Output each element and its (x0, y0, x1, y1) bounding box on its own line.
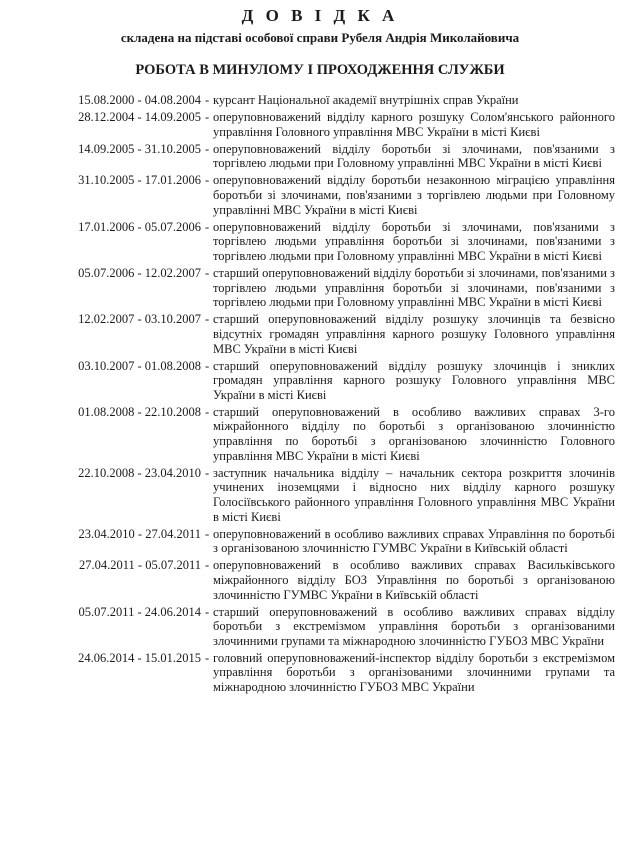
entry-period: 31.10.2005 - 17.01.2006 (78, 173, 201, 188)
entry-period: 22.10.2008 - 23.04.2010 (78, 465, 201, 480)
service-entry (55, 527, 615, 556)
entry-dash: - (205, 650, 210, 665)
service-entry (55, 93, 615, 108)
service-entry (55, 266, 615, 310)
service-history-list (55, 93, 615, 697)
entry-period: 27.04.2011 - 05.07.2011 (79, 558, 201, 573)
entry-period: 15.08.2000 - 04.08.2004 (78, 93, 201, 107)
entry-description: заступник начальника відділу – начальник сектора розкриття злочинів учинених іноземцями і відносно них відділу карного розшуку Голосіївського районного управління Головного управління МВС України в місті Києві (213, 465, 615, 524)
section-title: РОБОТА В МИНУЛОМУ І ПРОХОДЖЕННЯ СЛУЖБИ (135, 62, 505, 78)
entry-period: 23.04.2010 - 27.04.2011 (78, 526, 201, 541)
entry-description: курсант Національної академії внутрішніх справ України (213, 93, 519, 107)
entry-description: старший оперуповноважений в особливо важливих справах 3-го міжрайонного відділу по боротьбі з організованою злочинністю управління по боротьбі з організованою злочинністю Головного управління МВС України в місті Києві (213, 404, 615, 463)
service-entry (55, 558, 615, 602)
entry-dash: - (205, 173, 210, 188)
entry-dash: - (205, 312, 210, 327)
entry-period: 24.06.2014 - 15.01.2015 (78, 650, 201, 665)
entry-dash: - (205, 219, 210, 234)
entry-dash: - (205, 526, 210, 541)
entry-description: старший оперуповноважений відділу розшуку злочинців та безвісно відсутніх громадян управління карного розшуку Головного управління МВС України в місті Києві (213, 312, 615, 356)
entry-dash: - (205, 266, 210, 281)
entry-period: 14.09.2005 - 31.10.2005 (78, 141, 201, 156)
entry-description: оперуповноважений відділу боротьби зі злочинами, пов'язаними з торгівлею людьми при Головному управлінні МВС України в місті Києві (213, 141, 615, 171)
entry-dash: - (205, 141, 210, 156)
service-entry (55, 220, 615, 264)
entry-period: 03.10.2007 - 01.08.2008 (78, 358, 201, 373)
entry-dash: - (205, 465, 210, 480)
entry-description: оперуповноважений в особливо важливих справах Управління по боротьбі з організованою злочинністю ГУМВС України в Київській області (213, 526, 615, 556)
document-subtitle: складена на підставі особової справи Рубеля Андрія Миколайовича (120, 30, 520, 45)
entry-description: оперуповноважений відділу боротьби зі злочинами, пов'язаними з торгівлею людьми управління боротьби зі злочинами, пов'язаними з торгівлею людьми при Головному управлінні МВС України в місті Києві (213, 219, 615, 263)
entry-period: 12.02.2007 - 03.10.2007 (78, 312, 201, 327)
service-entry (55, 405, 615, 463)
entry-period: 28.12.2004 - 14.09.2005 (78, 110, 201, 125)
entry-period: 05.07.2011 - 24.06.2014 (78, 604, 201, 619)
entry-dash: - (205, 358, 210, 373)
entry-period: 05.07.2006 - 12.02.2007 (78, 266, 201, 281)
entry-description: оперуповноважений відділу боротьби незаконною міграцією управління боротьби зі злочинами, пов'язаними з торгівлею людьми при Головному управлінні МВС України в місті Києві (213, 173, 615, 217)
service-entry (55, 110, 615, 139)
entry-period: 01.08.2008 - 22.10.2008 (78, 404, 201, 419)
entry-dash: - (205, 558, 210, 573)
service-entry (55, 359, 615, 403)
entry-dash: - (205, 404, 210, 419)
entry-dash: - (205, 604, 210, 619)
entry-description: оперуповноважений відділу карного розшуку Солом'янського районного управління Головного управління МВС України в місті Києві (213, 110, 615, 139)
entry-description: старший оперуповноважений відділу розшуку злочинців і зниклих громадян управління карного розшуку Головного управління МВС України в місті Києві (213, 358, 615, 402)
entry-period: 17.01.2006 - 05.07.2006 (78, 219, 201, 234)
service-entry (55, 173, 615, 217)
document-title: Д О В І Д К А (241, 6, 399, 25)
entry-description: головний оперуповноважений-інспектор відділу боротьби з екстремізмом управління боротьби з організованими злочинними групами та міжнародною злочинністю ГУБОЗ МВС України (213, 650, 615, 695)
service-entry (55, 605, 615, 649)
service-entry (55, 651, 615, 695)
entry-description: старший оперуповноважений в особливо важливих справах відділу боротьби з екстремізмом управління боротьби з організованими злочинними групами та міжнародною злочинністю ГУБОЗ МВС України (213, 604, 615, 648)
service-entry (55, 312, 615, 356)
entry-dash: - (205, 93, 210, 107)
entry-dash: - (205, 110, 210, 125)
service-entry (55, 142, 615, 171)
entry-description: оперуповноважений в особливо важливих справах Васильківського міжрайонного відділу БОЗ Управління по боротьбі з організованою злочинністю ГУМВС України в Київській області (213, 558, 615, 602)
service-entry (55, 466, 615, 524)
entry-description: старший оперуповноважений відділу боротьби зі злочинами, пов'язаними з торгівлею людьми управління боротьби зі злочинами, пов'язаними з торгівлею людьми при Головному управлінні МВС України в місті Києві (213, 266, 615, 310)
